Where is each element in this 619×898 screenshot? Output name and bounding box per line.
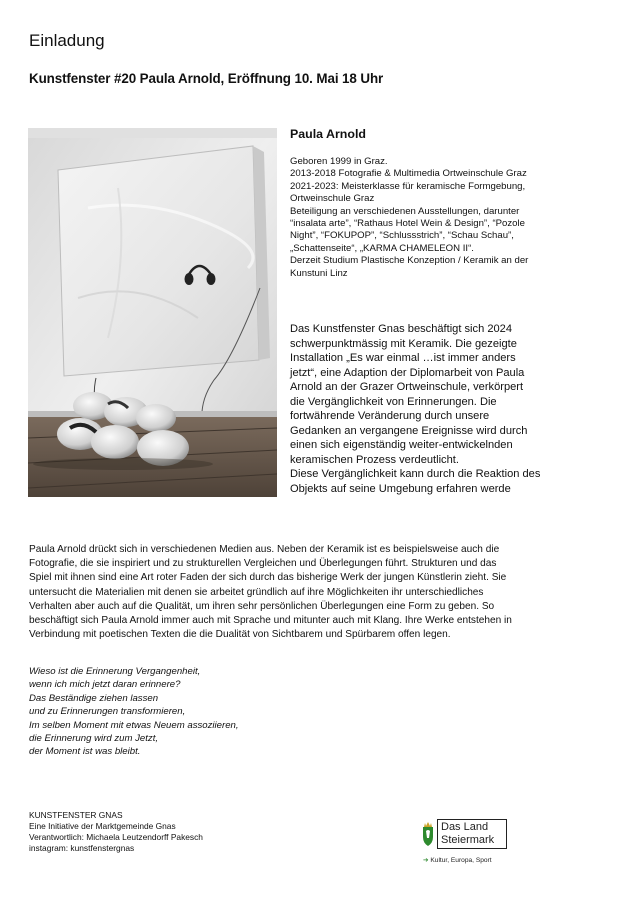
statement-line: Spiel mit ihnen sind eine Art roter Faden der sich durch das bisherige Werk der jungen Künstlerin zieht. Sie xyxy=(29,572,507,584)
footer xyxy=(29,810,203,854)
footer-org: KUNSTFENSTER GNAS xyxy=(29,810,123,820)
description-line: Arnold an der Grazer Ortweinschule, verkörpert xyxy=(290,381,524,393)
description-line: schwerpunktmässig mit Keramik. Die gezeigte xyxy=(290,337,517,350)
description-line: fortwährende Veränderung durch unsere xyxy=(290,410,490,422)
coat-of-arms-icon xyxy=(421,821,435,847)
artist-statement xyxy=(29,543,591,642)
statement-line: Paula Arnold drückt sich in verschiedenen Medien aus. Neben der Keramik ist es beispielsweise auch die xyxy=(29,544,500,555)
bio-line: „Schattenseite“, „KARMA CHAMELEON II“. xyxy=(290,242,474,254)
bio-line: Night”, “FOKUPOP”, “Schlussstrich”, “Schau Schau”, xyxy=(290,230,514,242)
description-line: Installation „Es war einmal …ist immer anders xyxy=(290,352,516,364)
description-line: keramischen Prozess verdeutlicht. xyxy=(290,453,459,466)
event-subtitle: Kunstfenster #20 Paula Arnold, Eröffnung 10. Mai 18 Uhr xyxy=(29,71,384,86)
description-line: einen sich eigenständig weiter-entwickelnden xyxy=(290,439,513,451)
logo-line-2: Steiermark xyxy=(441,834,495,846)
poem-line: Wieso ist die Erinnerung Vergangenheit, xyxy=(29,666,201,677)
arrow-icon: ➔ xyxy=(423,857,429,864)
installation-photo xyxy=(28,128,277,497)
poem-line: Im selben Moment mit etwas Neuem assoziieren, xyxy=(29,719,239,731)
logo-line-1: Das Land xyxy=(441,821,489,833)
statement-line: untersucht die Materialien mit denen sie arbeitet gründlich auf ihre Möglichkeiten ihr unterschiedliches xyxy=(29,586,484,598)
poem-line: die Erinnerung wird zum Jetzt, xyxy=(29,733,159,745)
poem-line: der Moment ist was bleibt. xyxy=(29,746,141,758)
description-line: Gedanken an vergangene Ereignisse wird durch xyxy=(290,424,528,437)
artist-bio xyxy=(290,156,590,280)
poem xyxy=(29,665,239,759)
logo-wordmark xyxy=(437,819,507,849)
description-line: die Vergänglichkeit von Erinnerungen. Die xyxy=(290,395,497,408)
poem-line: Das Beständige ziehen lassen xyxy=(29,692,159,704)
statement-line: beschäftigt sich Paula Arnold immer auch mit Sprache und mitunter auch mit Klang. Ihre Werke entstehen in xyxy=(29,615,512,627)
footer-responsible: Verantwortlich: Michaela Leutzendorff Pakesch xyxy=(29,832,203,842)
bio-line: “insalata arte”, “Rathaus Hotel Wein & Design”, “Pozole xyxy=(290,218,525,230)
steiermark-logo xyxy=(421,817,503,869)
bio-line: Derzeit Studium Plastische Konzeption / Keramik an der xyxy=(290,255,529,267)
statement-line: Verbindung mit poetischen Texten die die Dualität von Sichtbarem und Spürbarem offen legen. xyxy=(29,629,451,641)
footer-instagram: instagram: kunstfenstergnas xyxy=(29,843,135,853)
bio-line: Beteiligung an verschiedenen Ausstellungen, darunter xyxy=(290,205,520,217)
logo-tagline-text: Kultur, Europa, Sport xyxy=(430,857,492,864)
statement-line: Verhalten aber auch auf die Qualität, um ihren sehr persönlichen Überlegungen eine Form zu geben. So xyxy=(29,600,495,612)
poem-line: und zu Erinnerungen transformieren, xyxy=(29,706,186,718)
description-line: Diese Vergänglichkeit kann durch die Reaktion des xyxy=(290,468,541,480)
statement-line: Fotografie, die sie inspiriert und zu strukturellen Vergleichen und Überlegungen führt. Strukturen und das xyxy=(29,558,497,570)
bio-line: Ortweinschule Graz xyxy=(290,193,375,205)
artist-name: Paula Arnold xyxy=(290,127,366,141)
exhibition-description xyxy=(290,322,590,496)
page-title: Einladung xyxy=(29,31,105,50)
description-line: Objekts auf seine Umgebung erfahren werde xyxy=(290,482,511,495)
bio-line: Kunstuni Linz xyxy=(290,267,348,279)
poem-line: wenn ich mich jetzt daran erinnere? xyxy=(29,679,181,691)
description-line: Das Kunstfenster Gnas beschäftigt sich 2024 xyxy=(290,323,512,335)
bio-line: 2013-2018 Fotografie & Multimedia Ortweinschule Graz xyxy=(290,168,527,180)
bio-line: 2021-2023: Meisterklasse für keramische Formgebung, xyxy=(290,180,526,192)
bio-line: Geboren 1999 in Graz. xyxy=(290,156,388,167)
logo-tagline xyxy=(423,856,492,864)
description-line: jetzt“, eine Adaption der Diplomarbeit von Paula xyxy=(290,366,525,379)
footer-initiative: Eine Initiative der Marktgemeinde Gnas xyxy=(29,821,176,831)
